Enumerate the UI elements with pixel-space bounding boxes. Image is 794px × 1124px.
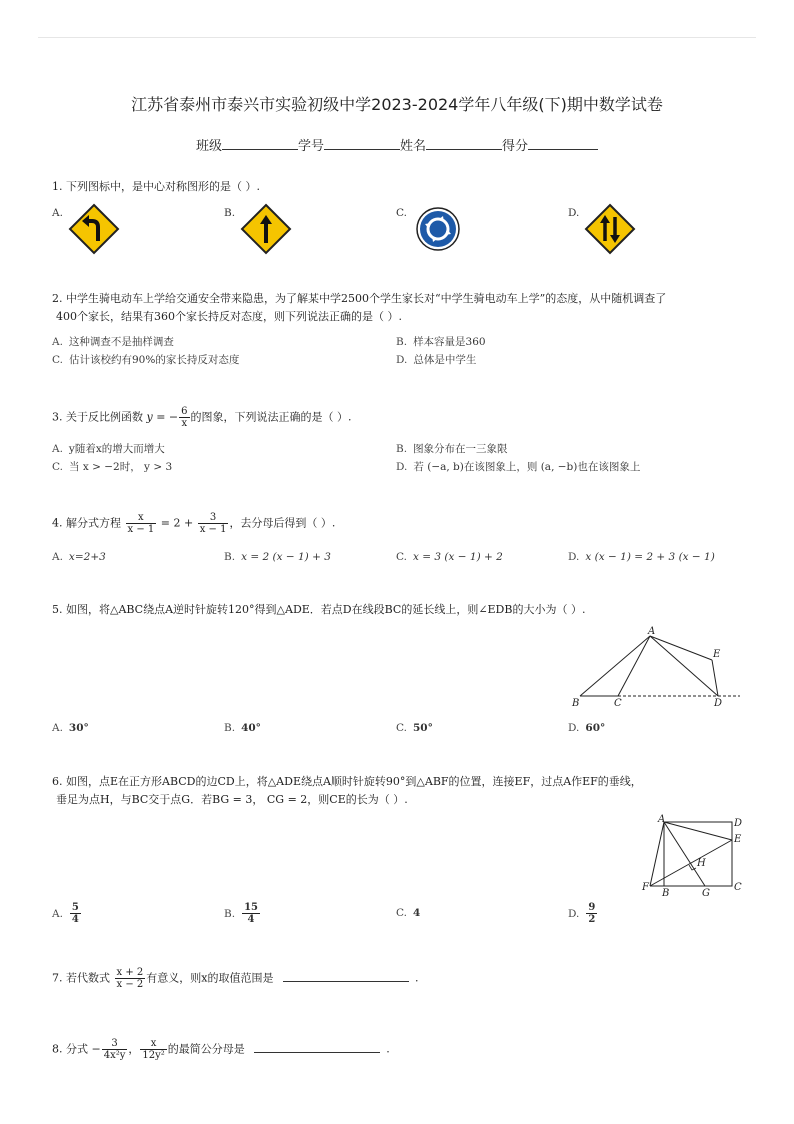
student-info-row — [0, 135, 794, 154]
q3-option-b-text: 图象分布在一三象限 — [413, 443, 508, 455]
q8-fraction-2 — [140, 1038, 166, 1061]
q5-option-b-text: 40° — [241, 722, 261, 734]
q2-option-b[interactable]: B. 样本容量是360 — [396, 336, 486, 348]
q5-point-b: B — [572, 698, 580, 709]
q5-option-c[interactable]: C. 50° — [396, 722, 433, 734]
q4-option-b[interactable]: B. x = 2 (x − 1) + 3 — [224, 551, 331, 563]
q3-option-c[interactable]: C. 当 x > −2时， y > 3 — [52, 461, 173, 473]
q1-label-d: D. — [568, 207, 580, 219]
q3-option-d-text: 若 (−a, b)在该图象上，则 (a, −b)也在该图象上 — [413, 461, 641, 473]
q3-fraction — [179, 406, 189, 429]
q7-end: . — [414, 971, 419, 985]
q4-f1-den: x − 1 — [127, 524, 155, 535]
q3-stem-post: 的图象，下列说法正确的是（ ）. — [190, 410, 352, 424]
q6-option-c[interactable]: C. 4 — [396, 907, 421, 919]
q8-f2-num: x — [140, 1038, 166, 1050]
q3-option-a[interactable]: A. y随着x的增大而增大 — [52, 443, 165, 455]
left-turn-sign-icon — [68, 203, 120, 255]
q6-option-b[interactable]: B. $\frac{15}{4}$ — [224, 902, 258, 925]
q5-point-a: A — [648, 626, 656, 637]
q5-option-b[interactable]: B. 40° — [224, 722, 261, 734]
q7-f-num: x + 2 — [116, 967, 144, 978]
q4-option-a[interactable]: A. x=2+3 — [52, 551, 106, 563]
q4-option-c-text: x = 3 (x − 1) + 2 — [413, 551, 503, 563]
q1-label-c: C. — [396, 207, 407, 219]
q2-option-a-text: 这种调查不是抽样调查 — [68, 336, 174, 348]
q3-option-b[interactable]: B. 图象分布在一三象限 — [396, 443, 508, 455]
q6-a-num: 5 — [71, 902, 79, 913]
q6-point-g: G — [702, 888, 710, 898]
name-label: 姓名 — [400, 139, 427, 154]
q4-equals: = 2 + — [160, 516, 194, 530]
q5-point-d: D — [714, 698, 723, 709]
q4-f1-num: x — [126, 512, 157, 524]
q5-option-a-text: 30° — [68, 722, 89, 734]
q8-end: . — [386, 1042, 390, 1056]
q8-stem-pre: 8. 分式 − — [52, 1042, 101, 1056]
q2-option-a[interactable]: A. 这种调查不是抽样调查 — [52, 336, 174, 348]
q5-option-a[interactable]: A. 30° — [52, 722, 89, 734]
q4-f2-num: 3 — [198, 512, 229, 524]
q2-stem-line2: 400个家长，结果有360个家长持反对态度，则下列说法正确的是（ ）. — [56, 310, 402, 323]
q6-figure — [640, 812, 746, 898]
q3-stem — [52, 406, 352, 429]
q8-answer-blank[interactable] — [254, 1040, 380, 1053]
q6-b-den: 4 — [247, 914, 255, 925]
q6-d-num: 9 — [588, 902, 596, 913]
q8-f1-num: 3 — [102, 1038, 128, 1050]
straight-ahead-sign-icon — [240, 203, 292, 255]
q8-stem — [52, 1038, 390, 1061]
q5-stem: 5. 如图，将△ABC绕点A逆时针旋转120°得到△ADE．若点D在线段BC的延长线上，则∠EDB的大小为（ ）. — [52, 603, 586, 616]
q1-stem: 1. 下列图标中，是中心对称图形的是（ ）. — [52, 180, 260, 193]
q5-point-e: E — [713, 649, 721, 660]
student-no-label: 学号 — [297, 139, 324, 154]
q6-option-d[interactable]: D. $\frac{9}{2}$ — [568, 902, 596, 925]
q3-func-lhs: y = − — [146, 410, 179, 424]
q8-stem-post: 的最简公分母是 — [167, 1042, 245, 1056]
class-label: 班级 — [195, 139, 222, 154]
name-blank[interactable] — [426, 137, 502, 150]
q6-point-c: C — [734, 882, 742, 893]
q8-f2-den: 12y² — [142, 1050, 165, 1061]
q3-frac-den: x — [181, 418, 188, 429]
student-no-blank[interactable] — [324, 137, 400, 150]
q6-square — [664, 822, 732, 886]
q4-stem — [52, 512, 335, 535]
q4-stem-pre: 4. 解分式方程 — [52, 516, 121, 530]
q4-f2-den: x − 1 — [199, 524, 227, 535]
q4-stem-post: ，去分母后得到（ ）. — [229, 516, 336, 530]
q4-fraction-2 — [198, 512, 229, 535]
q6-point-d: D — [734, 818, 743, 829]
q6-option-a[interactable]: A. $\frac{5}{4}$ — [52, 902, 79, 925]
q5-option-d-text: 60° — [585, 722, 606, 734]
q4-option-a-text: x=2+3 — [68, 551, 106, 563]
q2-stem-line1: 2. 中学生骑电动车上学给交通安全带来隐患，为了解某中学2500个学生家长对“中学生骑电动车上学”的态度，从中随机调查了 — [52, 292, 667, 305]
q6-a-den: 4 — [71, 914, 79, 925]
exam-title: 江苏省泰州市泰兴市实验初级中学2023-2024学年八年级(下)期中数学试卷 — [131, 95, 663, 114]
q4-option-d-text: x (x − 1) = 2 + 3 (x − 1) — [585, 551, 715, 563]
q7-fraction — [115, 967, 146, 990]
q6-point-h: H — [697, 858, 706, 869]
q2-option-d-text: 总体是中学生 — [413, 354, 477, 366]
q6-option-c-text: 4 — [413, 907, 421, 919]
q1-label-b: B. — [224, 207, 236, 219]
q4-fraction-1 — [126, 512, 157, 535]
q7-answer-blank[interactable] — [283, 969, 409, 982]
q6-stem-line2: 垂足为点H，与BC交于点G．若BG = 3， CG = 2，则CE的长为（ ）. — [56, 793, 408, 806]
q1-label-a: A. — [52, 207, 63, 219]
q2-option-c-text: 估计该校约有90%的家长持反对态度 — [69, 354, 240, 366]
q2-option-c[interactable]: C. 估计该校约有90%的家长持反对态度 — [52, 354, 240, 366]
q5-option-c-text: 50° — [413, 722, 433, 734]
q5-option-d[interactable]: D. 60° — [568, 722, 606, 734]
class-blank[interactable] — [222, 137, 298, 150]
q6-point-f: F — [642, 882, 649, 893]
q7-stem-post: 有意义，则x的取值范围是 — [146, 971, 274, 985]
top-divider — [38, 37, 756, 38]
q3-option-a-text: y随着x的增大而增大 — [68, 443, 165, 455]
q8-fraction-1 — [102, 1038, 128, 1061]
q3-option-d[interactable]: D. 若 (−a, b)在该图象上，则 (a, −b)也在该图象上 — [396, 461, 641, 473]
two-way-traffic-sign-icon — [584, 203, 636, 255]
q7-stem-pre: 7. 若代数式 — [52, 971, 110, 985]
q6-d-den: 2 — [588, 914, 596, 925]
q2-option-d[interactable]: D. 总体是中学生 — [396, 354, 477, 366]
q5-point-c: C — [614, 698, 622, 709]
q2-option-b-text: 样本容量是360 — [413, 336, 486, 348]
q3-stem-pre: 3. 关于反比例函数 — [52, 410, 143, 424]
q3-frac-num: 6 — [181, 406, 188, 417]
q3-option-c-text: 当 x > −2时， y > 3 — [69, 461, 173, 473]
q6-b-num: 15 — [244, 902, 258, 913]
q6-point-a: A — [658, 814, 666, 825]
q7-f-den: x − 2 — [116, 979, 144, 990]
q7-stem — [52, 967, 418, 990]
q4-option-d[interactable]: D. x (x − 1) = 2 + 3 (x − 1) — [568, 551, 715, 563]
q8-f1-den: 4x²y — [103, 1050, 126, 1061]
score-label: 得分 — [502, 139, 529, 154]
score-blank[interactable] — [528, 137, 598, 150]
q6-stem-line1: 6. 如图，点E在正方形ABCD的边CD上，将△ADE绕点A顺时针旋转90°到△ABF的位置，连接EF，过点A作EF的垂线， — [52, 775, 642, 788]
q6-point-e: E — [734, 834, 742, 845]
q4-option-b-text: x = 2 (x − 1) + 3 — [241, 551, 331, 563]
q5-figure — [568, 624, 744, 712]
q6-point-b: B — [662, 888, 670, 898]
q8-sep: ， — [128, 1042, 140, 1056]
roundabout-sign-icon — [414, 205, 462, 253]
q4-option-c[interactable]: C. x = 3 (x − 1) + 2 — [396, 551, 503, 563]
